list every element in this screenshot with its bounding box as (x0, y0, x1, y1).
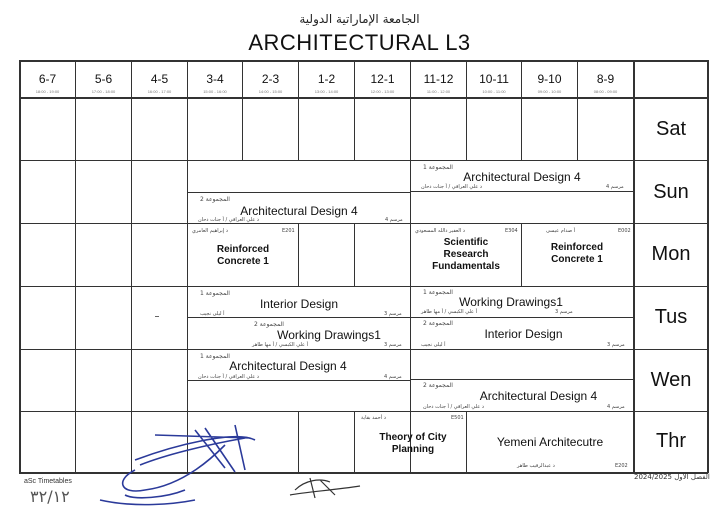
room-label: مرسم 3 (607, 342, 625, 348)
period-header: 4-5 16:00 - 17:00 (147, 72, 172, 94)
teacher-label: أ ليلى نجيب (421, 342, 446, 348)
teacher-label: د عبدالرقيب طاهر (517, 463, 555, 469)
teacher-label: أ صدام عيسى (546, 228, 576, 234)
subject-label: Architectural Design 4 (240, 204, 358, 218)
teacher-label: د علي العراقي / أ جنات دحان (198, 374, 260, 380)
period-header: 11-12 11:00 - 12:00 (423, 72, 454, 94)
period-header: 9-10 09:00 - 10:00 (537, 72, 562, 94)
lesson-card (188, 287, 410, 317)
lesson-card (522, 224, 633, 286)
teacher-label: أ ليلى نجيب (200, 311, 225, 317)
teacher-label: د أحمد بقاية (361, 415, 386, 421)
subject-label: Working Drawings1 (277, 328, 381, 342)
teacher-label: د علي العراقي / أ جنات دحان (198, 217, 260, 223)
subject-label: Architectural Design 4 (479, 389, 598, 403)
group-label: المجموعة 1 (423, 289, 453, 296)
day-label-thr: Thr (656, 430, 686, 452)
subject-label: Architectural Design 4 (463, 170, 581, 184)
lesson-card (467, 412, 633, 472)
period-header: 6-7 18:00 - 19:00 (35, 72, 60, 94)
teacher-label: د علي العراقي / أ جنات دحان (421, 184, 483, 190)
day-label-wen: Wen (650, 369, 692, 391)
period-header: 8-9 08:00 - 09:00 (593, 72, 618, 94)
teacher-label: أ علي الكبسي / أ مها طاهر (252, 342, 309, 348)
subject-label: Reinforced Concrete 1 (216, 244, 270, 267)
room-label: مرسم 4 (385, 217, 403, 223)
period-header: 1-2 13:00 - 14:00 (314, 72, 339, 94)
room-label: E304 (505, 228, 518, 234)
dash-mark (155, 316, 159, 317)
handwritten-signature (95, 400, 375, 510)
room-label: مرسم 4 (384, 374, 402, 380)
lesson-card (411, 287, 633, 317)
subject-label: Interior Design (259, 297, 339, 311)
group-label: المجموعة 1 (200, 290, 230, 297)
page-number: ٣٢/١٢ (30, 487, 70, 506)
group-label: المجموعة 1 (423, 164, 453, 171)
teacher-label: د علي العراقي / أ جنات دحان (423, 404, 485, 410)
teacher-label: أ علي الكبسي / أ مها طاهر (421, 309, 478, 315)
lesson-card (188, 193, 410, 223)
lesson-card (411, 318, 633, 349)
room-label: مرسم 4 (606, 184, 624, 190)
room-label: E002 (618, 228, 631, 234)
subject-label: Architectural Design 4 (229, 359, 347, 373)
lesson-card (188, 350, 410, 380)
period-header: 10-11 10:00 - 11:00 (479, 72, 509, 94)
room-label: مرسم 3 (384, 342, 402, 348)
room-label: مرسم 3 (555, 309, 573, 315)
room-label: E201 (282, 228, 295, 234)
group-label: المجموعة 1 (200, 353, 230, 360)
subject-label: Yemeni Architecutre (496, 435, 604, 449)
period-header: 12-1 12:00 - 13:00 (370, 72, 395, 94)
subject-label: Reinforced Concrete 1 (550, 242, 604, 265)
page-title: ARCHITECTURAL L3 (248, 30, 471, 55)
teacher-label: د العفير دالله المسعودي (415, 228, 465, 234)
group-label: المجموعة 2 (254, 321, 284, 328)
subject-label: Interior Design (484, 327, 563, 341)
day-label-mon: Mon (651, 243, 691, 265)
lesson-card (188, 318, 410, 349)
subject-label: Theory of City Planning (379, 432, 447, 455)
subject-label: Scientific Research Fundamentals (432, 237, 500, 272)
teacher-label: د إبراهيم العامري (192, 228, 229, 234)
lesson-card (411, 161, 633, 191)
group-label: المجموعة 2 (423, 382, 453, 389)
lesson-card (411, 224, 521, 286)
university-name: الجامعة الإماراتية الدولية (299, 12, 420, 26)
footer-left-text: aSc Timetables (24, 478, 72, 485)
footer-right-text: الفصل الأول 2024/2025 (634, 473, 710, 481)
subject-label: Working Drawings1 (459, 295, 563, 309)
room-label: E501 (451, 415, 464, 421)
room-label: مرسم 4 (607, 404, 625, 410)
room-label: مرسم 3 (384, 311, 402, 317)
period-header: 3-4 15:00 - 16:00 (203, 72, 227, 94)
day-label-sun: Sun (653, 181, 689, 203)
group-label: المجموعة 2 (423, 320, 453, 327)
period-header: 5-6 17:00 - 18:00 (91, 72, 116, 94)
room-label: E202 (615, 463, 628, 469)
lesson-card (411, 380, 633, 411)
period-header: 2-3 14:00 - 15:00 (258, 72, 283, 94)
lesson-card (188, 224, 298, 286)
day-label-sat: Sat (655, 118, 687, 140)
day-label-tue: Tus (654, 306, 688, 328)
group-label: المجموعة 2 (200, 196, 230, 203)
